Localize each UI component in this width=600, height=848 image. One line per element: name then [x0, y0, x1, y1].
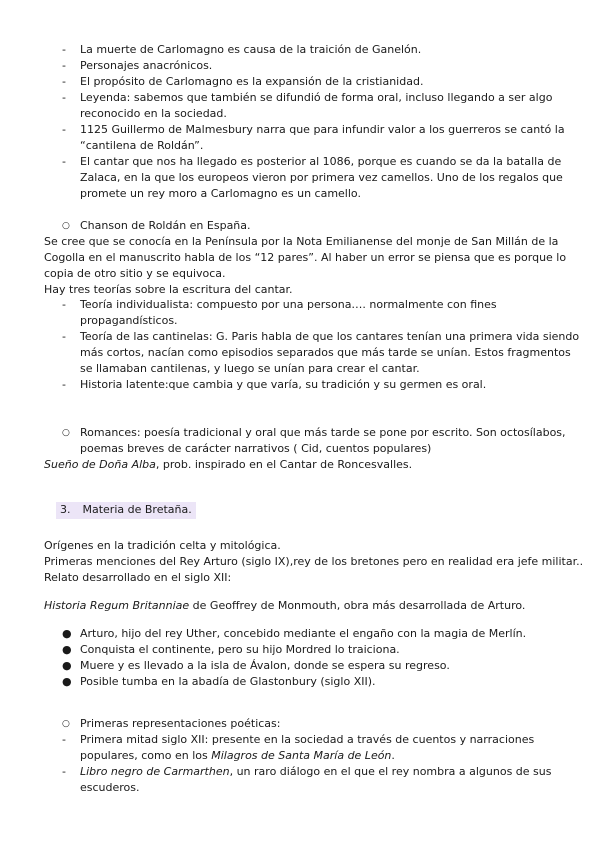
- bullet-icon: ●: [62, 627, 72, 640]
- list-item-continuation: Zalaca, en la que los europeos vieron por primera vez camellos. Uno de los regalos que: [80, 171, 563, 184]
- list-item-continuation: “cantilena de Roldán”.: [80, 139, 204, 152]
- bullet-icon: ●: [62, 675, 72, 688]
- circle-bullet-icon: ○: [62, 428, 70, 438]
- list-item-continuation: populares, como en los Milagros de Santa María de León.: [80, 749, 395, 762]
- list-item-continuation: reconocido en la sociedad.: [80, 107, 227, 120]
- bullet-icon: ●: [62, 643, 72, 656]
- list-item-continuation: escuderos.: [80, 781, 140, 794]
- list-item-continuation: se llamaban cantilenas, y luego se unían para crear el cantar.: [80, 362, 420, 375]
- bullet-icon: ●: [62, 659, 72, 672]
- paragraph-line: Historia Regum Britanniae de Geoffrey de Monmouth, obra más desarrollada de Arturo.: [44, 599, 526, 612]
- paragraph-line: copia de otro sitio y se equivoca.: [44, 267, 226, 280]
- paragraph-line: Sueño de Doña Alba, prob. inspirado en el Cantar de Roncesvalles.: [44, 458, 413, 471]
- paragraph-line: Relato desarrollado en el siglo XII:: [44, 571, 232, 584]
- paragraph-line: Se cree que se conocía en la Península por la Nota Emilianense del monje de San Millán de la: [44, 235, 559, 248]
- document-page: - La muerte de Carlomagno es causa de la traición de Ganelón. - Personajes anacrónicos. - El propósito de Carlomagno es la expansión de la cristianidad. - Leyenda: sabemos que también se difundió de forma oral, incluso llegando a ser algo reconocido en la sociedad. - 1125 Guillermo de Malmesbury narra que para infundir valor a los guerreros se cantó la “cantilena de Roldán”. - El cantar que nos ha llegado es posterior al 1086, porque es cuando se da la batalla de Zalaca, en la que los europeos vieron por primera vez camellos. Uno de los regalos que promete un rey moro a Carlomagno es un camello. ○ Chanson de Roldán en España. Se cree que se conocía en la Península por la Nota Emilianense del monje de San Millán de la Cogolla en el manuscrito habla de los “12 pares”. Al haber un error se piensa que es porque lo copia de otro sitio y se equivoca. Hay tres teorías sobre la escritura del cantar. - Teoría individualista: compuesto por una persona…. normalmente con fines propagandísticos. - Teoría de las cantinelas: G. Paris habla de que los cantares tenían una primera vida siendo más cortos, nacían como episodios separados que más tarde se unían. Estos fragmentos se llamaban cantilenas, y luego se unían para crear el cantar. - Historia latente:que cambia y que varía, su tradición y su germen es oral. ○ Romances: poesía tradicional y oral que más tarde se pone por escrito. Son octosílabos, poemas breves de carácter narrativos ( Cid, cuentos populares) Sueño de Doña Alba, prob. inspirado en el Cantar de Roncesvalles. 3. Materia de Bretaña. Orígenes en la tradición celta y mitológica. Primeras menciones del Rey Arturo (siglo IX),rey de los bretones pero en realidad era jefe militar.. Relato desarrollado en el siglo XII: Historia Regum Britanniae de Geoffrey de Monmouth, obra más desarrollada de Arturo. ● Arturo, hijo del rey Uther, concebido mediante el engaño con la magia de Merlín. ● Conquista el continente, pero su hijo Mordred lo traiciona. ● Muere y es llevado a la isla de Ávalon, donde se espera su regreso. ● Posible tumba en la abadía de Glastonbury (siglo XII). ○ Primeras representaciones poéticas: - Primera mitad siglo XII: presente en la sociedad a través de cuentos y narraciones populares, como en los Milagros de Santa María de León. - Libro negro de Carmarthen, un raro diálogo en el que el rey nombra a algunos de sus escuderos.: [44, 43, 584, 794]
- paragraph-line: Primeras menciones del Rey Arturo (siglo IX),rey de los bretones pero en realidad era jefe militar..: [44, 555, 584, 568]
- paragraph-line: Orígenes en la tradición celta y mitológica.: [44, 539, 281, 552]
- circle-bullet-icon: ○: [62, 221, 70, 231]
- list-item-continuation: promete un rey moro a Carlomagno es un camello.: [80, 187, 361, 200]
- section-heading: 3. Materia de Bretaña.: [56, 502, 196, 519]
- circle-bullet-icon: ○: [62, 719, 70, 729]
- list-item-continuation: más cortos, nacían como episodios separados que más tarde se unían. Estos fragmentos: [80, 346, 571, 359]
- paragraph-line: Hay tres teorías sobre la escritura del cantar.: [44, 283, 293, 296]
- paragraph-line: Cogolla en el manuscrito habla de los “12 pares”. Al haber un error se piensa que es porque lo: [44, 251, 567, 264]
- list-item-continuation: propagandísticos.: [80, 314, 178, 327]
- list-item-continuation: poemas breves de carácter narrativos ( Cid, cuentos populares): [80, 442, 432, 455]
